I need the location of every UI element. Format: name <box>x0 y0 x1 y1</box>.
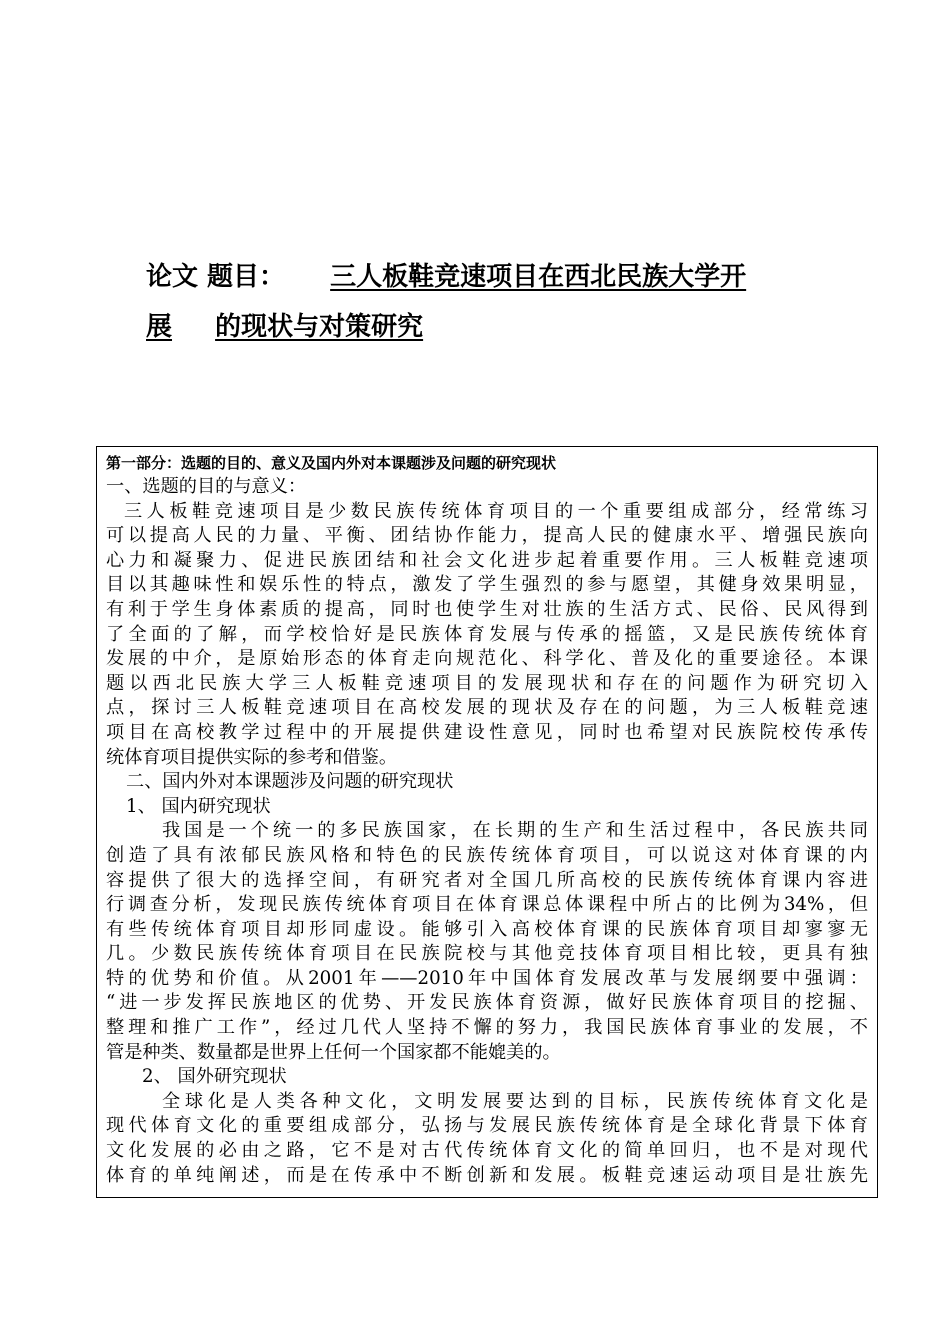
paragraph-purpose <box>106 500 868 771</box>
paragraph-line: 体育的单纯阐述，而是在传承中不断创新和发展。板鞋竞速运动项目是壮族先 <box>106 1164 868 1186</box>
paragraph-line: 特的优势和价值。从2001年——2010年中国体育发展改革与发展纲要中强调： <box>106 967 868 989</box>
paragraph-line: 我国是一个统一的多民族国家，在长期的生产和生活过程中，各民族共同 <box>162 820 868 842</box>
paragraph-line: 整理和推广工作”，经过几代人坚持不懈的努力，我国民族体育事业的发展，不 <box>106 1017 868 1039</box>
paragraph-line: 题以西北民族大学三人板鞋竞速项目的发展现状和存在的问题作为研究切入 <box>106 672 868 694</box>
paragraph-line: 了全面的了解，而学校恰好是民族体育发展与传承的摇篮，又是民族传统体育 <box>106 623 868 645</box>
paragraph-line: 现代体育文化的重要组成部分，弘扬与发展民族传统体育是全球化背景下体育 <box>106 1115 868 1137</box>
paragraph-line: 项目在高校教学过程中的开展提供建设性意见，同时也希望对民族院校传承传 <box>106 721 868 743</box>
paragraph-foreign <box>106 1090 868 1188</box>
paragraph-line: 容提供了很大的选择空间，有研究者对全国几所高校的民族传统体育课内容进 <box>106 869 868 891</box>
paragraph-line: 可以提高人民的力量、平衡、团结协作能力，提高人民的健康水平、增强民族向 <box>106 525 868 547</box>
subheading-domestic: 1、 国内研究现状 <box>126 795 271 817</box>
title-text-line-2-rest: 的现状与对策研究 <box>215 312 424 342</box>
title-text-line-2-start: 展 <box>146 312 173 342</box>
paragraph-line: 三人板鞋竞速项目是少数民族传统体育项目的一个重要组成部分，经常练习 <box>124 500 868 522</box>
paragraph-line: 点，探讨三人板鞋竞速项目在高校发展的现状及存在的问题，为三人板鞋竞速 <box>106 697 868 719</box>
paragraph-line: 发展的中介，是原始形态的体育走向规范化、科学化、普及化的重要途径。本课 <box>106 648 868 670</box>
subheading-purpose: 一、选题的目的与意义： <box>106 476 307 497</box>
paragraph-line: 统体育项目提供实际的参考和借鉴。 <box>106 746 398 768</box>
section-heading: 第一部分：选题的目的、意义及国内外对本课题涉及问题的研究现状 <box>106 454 557 472</box>
paragraph-line: 有利于学生身体素质的提高，同时也使学生对壮族的生活方式、民俗、民风得到 <box>106 598 868 620</box>
title-line-1 <box>146 252 826 302</box>
paragraph-domestic <box>106 819 868 1065</box>
paragraph-line: 几。少数民族传统体育项目在民族院校与其他竞技体育项目相比较，更具有独 <box>106 943 868 965</box>
title-line-2 <box>146 302 826 352</box>
paragraph-line: 行调查分析，发现民族传统体育项目在体育课总体课程中所占的比例为34%，但 <box>106 894 868 916</box>
paragraph-line: 有些传统体育项目却形同虚设。能够引入高校体育课的民族体育项目却寥寥无 <box>106 918 868 940</box>
subheading-foreign: 2、 国外研究现状 <box>142 1066 287 1088</box>
proposal-section-box <box>96 446 878 1198</box>
paragraph-line: 心力和凝聚力、促进民族团结和社会文化进步起着重要作用。三人板鞋竞速项 <box>106 549 868 571</box>
title-text-line-1: 三人板鞋竞速项目在西北民族大学开 <box>330 262 747 292</box>
paragraph-line: “进一步发挥民族地区的优势、开发民族体育资源，做好民族体育项目的挖掘、 <box>106 992 868 1014</box>
paragraph-line: 目以其趣味性和娱乐性的特点，激发了学生强烈的参与愿望，其健身效果明显， <box>106 574 868 596</box>
paragraph-line: 管是种类、数量都是世界上任何一个国家都不能媲美的。 <box>106 1041 561 1063</box>
subheading-research-status: 二、国内外对本课题涉及问题的研究现状 <box>126 771 454 793</box>
paragraph-line: 文化发展的必由之路，它不是对古代传统体育文化的简单回归，也不是对现代 <box>106 1140 868 1162</box>
paragraph-line: 全球化是人类各种文化，文明发展要达到的目标，民族传统体育文化是 <box>162 1090 868 1112</box>
title-label: 论文 题目： <box>146 262 286 292</box>
paragraph-line: 创造了具有浓郁民族风格和特色的民族传统体育项目，可以说这对体育课的内 <box>106 844 868 866</box>
thesis-title <box>146 252 826 352</box>
